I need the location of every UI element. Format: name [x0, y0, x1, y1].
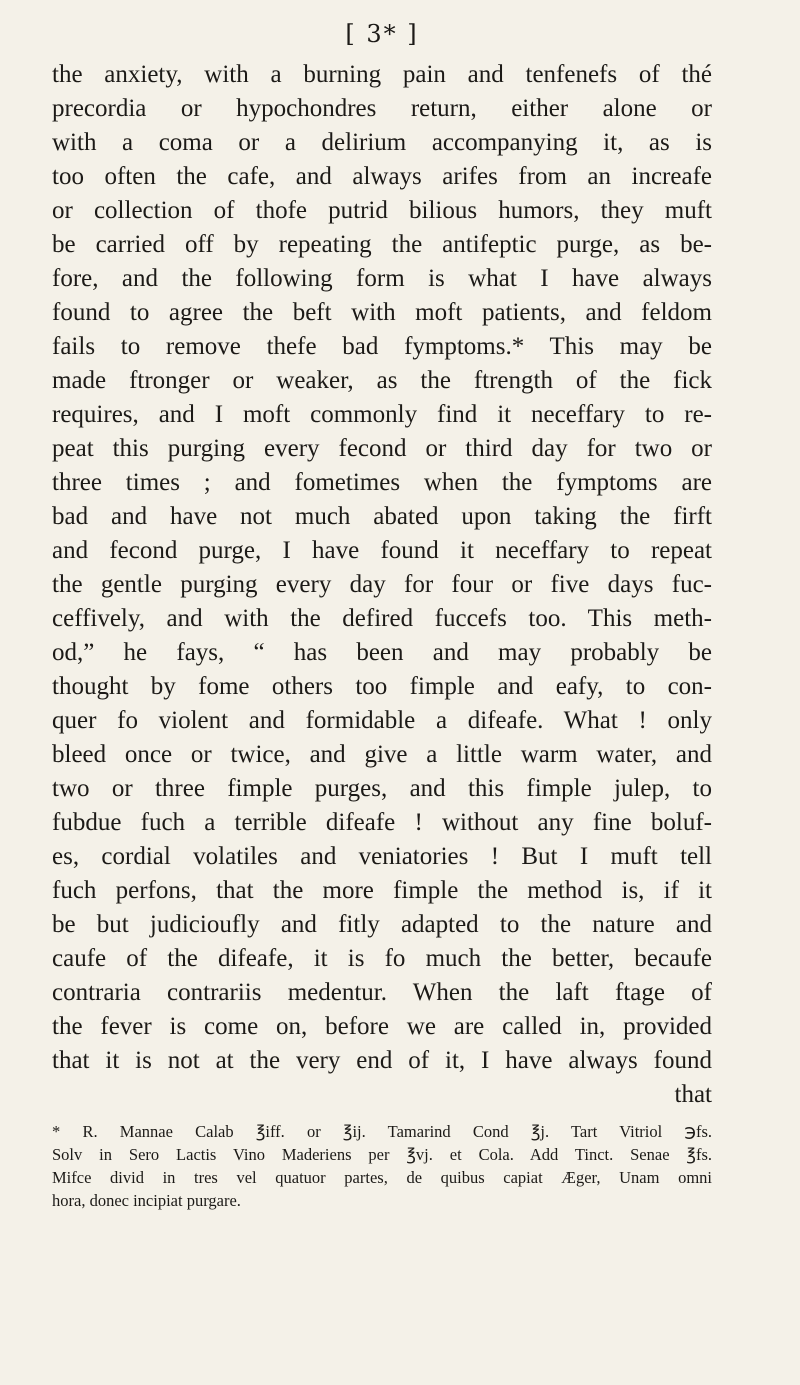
text-line: or collection of thofe putrid bilious humors, they muft — [52, 197, 712, 224]
catchword: that — [674, 1081, 712, 1108]
text-line: the gentle purging every day for four or five days fuc- — [52, 571, 712, 598]
text-line: requires, and I moft commonly find it neceffary to re- — [52, 401, 712, 428]
text-line: fore, and the following form is what I have always — [52, 265, 712, 292]
text-line: od,” he fays, “ has been and may probably be — [52, 639, 712, 666]
text-line: fails to remove thefe bad fymptoms.* This may be — [52, 333, 712, 360]
text-line: quer fo violent and formidable a difeafe. What ! only — [52, 707, 712, 734]
text-line: be carried off by repeating the antifeptic purge, as be- — [52, 231, 712, 258]
footnote-line: Solv in Sero Lactis Vino Maderiens per ℥vj. et Cola. Add Tinct. Senae ℥fs. — [52, 1145, 712, 1164]
text-line: be but judicioufly and fitly adapted to the nature and — [52, 911, 712, 938]
text-line: peat this purging every fecond or third day for two or — [52, 435, 712, 462]
body-text — [52, 58, 712, 1078]
text-line: three times ; and fometimes when the fymptoms are — [52, 469, 712, 496]
footnote — [52, 1120, 712, 1212]
text-line: the anxiety, with a burning pain and tenfenefs of thé — [52, 61, 712, 88]
text-line: fubdue fuch a terrible difeafe ! without any fine boluf- — [52, 809, 712, 836]
text-line: made ftronger or weaker, as the ftrength of the fick — [52, 367, 712, 394]
text-line: bad and have not much abated upon taking the firft — [52, 503, 712, 530]
text-line: thought by fome others too fimple and eafy, to con- — [52, 673, 712, 700]
text-line: two or three fimple purges, and this fimple julep, to — [52, 775, 712, 802]
text-line: and fecond purge, I have found it neceffary to repeat — [52, 537, 712, 564]
text-line: es, cordial volatiles and veniatories ! But I muft tell — [52, 843, 712, 870]
footnote-line: * R. Mannae Calab ℥iff. or ℥ij. Tamarind Cond ℥j. Tart Vitriol ℈fs. — [52, 1122, 712, 1141]
text-line: with a coma or a delirium accompanying it, as is — [52, 129, 712, 156]
book-page — [52, 14, 712, 1374]
page-number: [ 3* ] — [345, 20, 419, 48]
text-line: caufe of the difeafe, it is fo much the better, becaufe — [52, 945, 712, 972]
text-line: bleed once or twice, and give a little warm water, and — [52, 741, 712, 768]
text-line: ceffively, and with the defired fuccefs too. This meth- — [52, 605, 712, 632]
text-line: contraria contrariis medentur. When the laft ftage of — [52, 979, 712, 1006]
text-line: precordia or hypochondres return, either alone or — [52, 95, 712, 122]
text-line: found to agree the beft with moft patients, and feldom — [52, 299, 712, 326]
footnote-line: Mifce divid in tres vel quatuor partes, de quibus capiat Æger, Unam omni — [52, 1168, 712, 1187]
text-line: too often the cafe, and always arifes from an increafe — [52, 163, 712, 190]
footnote-line: hora, donec incipiat purgare. — [52, 1191, 241, 1210]
text-line: the fever is come on, before we are called in, provided — [52, 1013, 712, 1040]
text-line: that it is not at the very end of it, I have always found — [52, 1047, 712, 1074]
text-line: fuch perfons, that the more fimple the method is, if it — [52, 877, 712, 904]
